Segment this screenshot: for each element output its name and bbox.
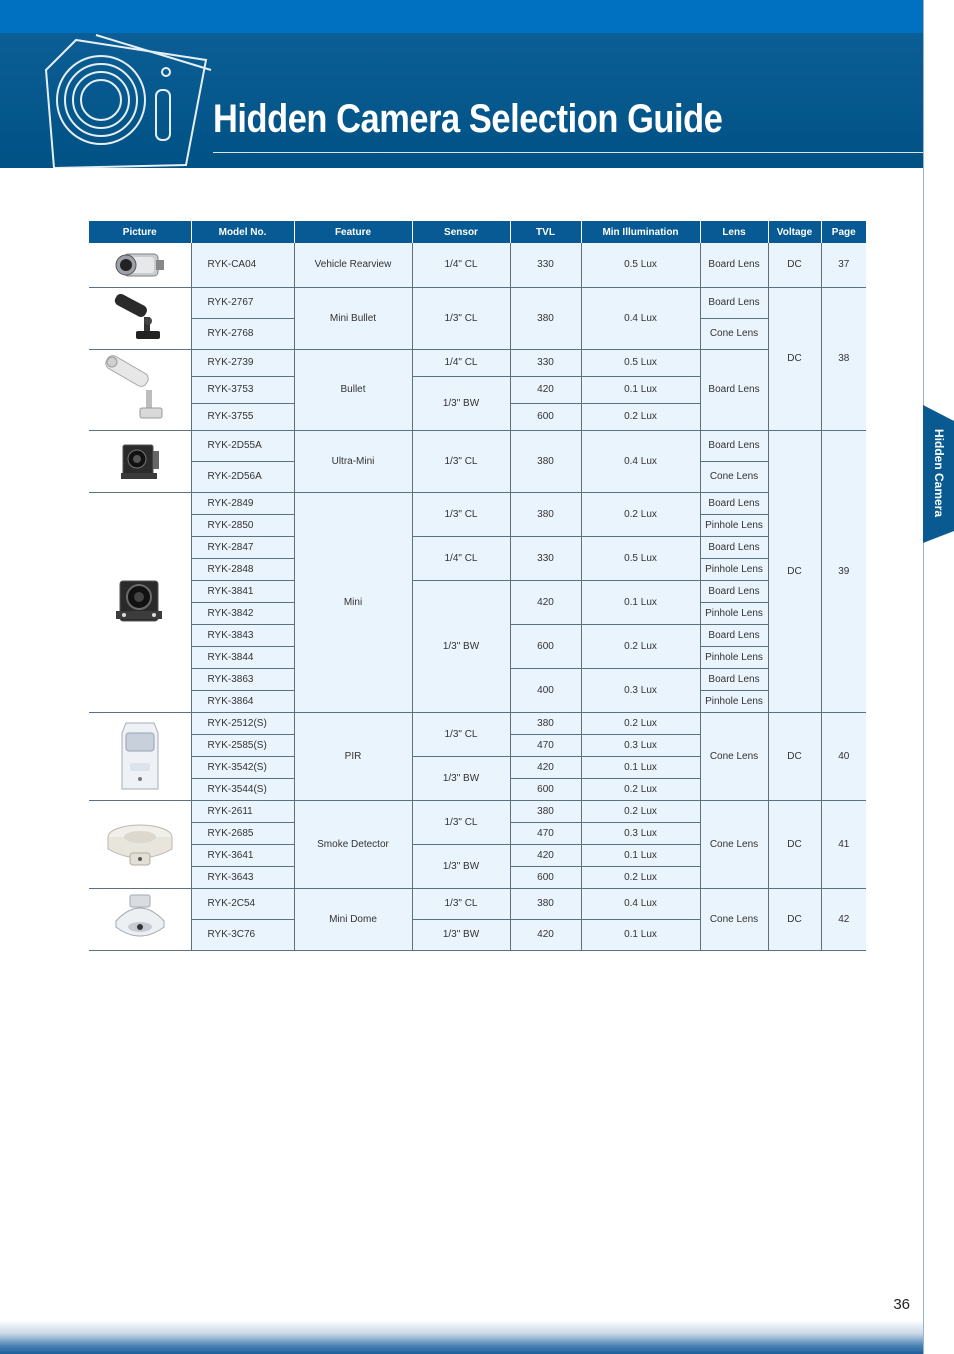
lens-cell: Cone Lens (700, 713, 768, 801)
page-cell: 42 (821, 889, 866, 951)
tvl-cell: 600 (510, 779, 581, 801)
page-cell: 41 (821, 801, 866, 889)
lens-cell: Board Lens (700, 581, 768, 603)
page-cell: 40 (821, 713, 866, 801)
illumination-cell: 0.3 Lux (581, 735, 700, 757)
lens-cell: Board Lens (700, 625, 768, 647)
page-title: Hidden Camera Selection Guide (213, 97, 723, 141)
column-header: Model No. (191, 221, 294, 243)
illumination-cell: 0.1 Lux (581, 845, 700, 867)
voltage-cell: DC (768, 801, 821, 889)
tvl-cell: 420 (510, 845, 581, 867)
tvl-cell: 600 (510, 404, 581, 431)
column-header: TVL (510, 221, 581, 243)
feature-cell: Mini (294, 493, 412, 713)
model-cell: RYK-2D56A (191, 462, 294, 493)
lens-cell: Board Lens (700, 669, 768, 691)
model-cell: RYK-2847 (191, 537, 294, 559)
sensor-cell: 1/3" BW (412, 581, 510, 713)
model-cell: RYK-3755 (191, 404, 294, 431)
page-number: 36 (893, 1296, 910, 1313)
voltage-cell: DC (768, 431, 821, 713)
sensor-cell: 1/3" BW (412, 845, 510, 889)
illumination-cell: 0.5 Lux (581, 350, 700, 377)
sensor-cell: 1/3" BW (412, 757, 510, 801)
illumination-cell: 0.3 Lux (581, 669, 700, 713)
illumination-cell: 0.2 Lux (581, 493, 700, 537)
sensor-cell: 1/3" CL (412, 493, 510, 537)
illumination-cell: 0.3 Lux (581, 823, 700, 845)
feature-cell: Bullet (294, 350, 412, 431)
model-cell: RYK-3643 (191, 867, 294, 889)
tvl-cell: 420 (510, 581, 581, 625)
selection-guide-table (89, 221, 866, 951)
table-row (89, 431, 866, 462)
model-cell: RYK-3542(S) (191, 757, 294, 779)
model-cell: RYK-2849 (191, 493, 294, 515)
model-cell: RYK-CA04 (191, 243, 294, 288)
smoke-detector-camera-image (89, 801, 191, 889)
table-row (89, 493, 866, 515)
lens-cell: Board Lens (700, 350, 768, 431)
model-cell: RYK-2512(S) (191, 713, 294, 735)
feature-cell: Smoke Detector (294, 801, 412, 889)
tvl-cell: 470 (510, 823, 581, 845)
bullet-camera-image (89, 350, 191, 431)
right-divider (923, 0, 924, 1354)
model-cell: RYK-3841 (191, 581, 294, 603)
column-header: Picture (89, 221, 191, 243)
pir-sensor-camera-image (89, 713, 191, 801)
lens-cell: Cone Lens (700, 889, 768, 951)
feature-cell: Mini Bullet (294, 288, 412, 350)
mini-camera-image (89, 493, 191, 713)
table-row (89, 801, 866, 823)
feature-cell: Mini Dome (294, 889, 412, 951)
tvl-cell: 380 (510, 801, 581, 823)
tvl-cell: 600 (510, 867, 581, 889)
tvl-cell: 380 (510, 889, 581, 920)
column-header: Feature (294, 221, 412, 243)
model-cell: RYK-3863 (191, 669, 294, 691)
illumination-cell: 0.2 Lux (581, 779, 700, 801)
lens-cell: Board Lens (700, 243, 768, 288)
tvl-cell: 420 (510, 920, 581, 951)
model-cell: RYK-2848 (191, 559, 294, 581)
sensor-cell: 1/3" CL (412, 431, 510, 493)
side-tab-label: Hidden Camera (932, 428, 946, 518)
title-underline (213, 152, 923, 153)
ultra-mini-camera-image (89, 431, 191, 493)
tvl-cell: 420 (510, 377, 581, 404)
model-cell: RYK-2739 (191, 350, 294, 377)
illumination-cell: 0.4 Lux (581, 889, 700, 920)
illumination-cell: 0.1 Lux (581, 757, 700, 779)
column-header: Sensor (412, 221, 510, 243)
table-row (89, 243, 866, 288)
model-cell: RYK-3544(S) (191, 779, 294, 801)
column-header: Min Illumination (581, 221, 700, 243)
model-cell: RYK-3843 (191, 625, 294, 647)
tvl-cell: 330 (510, 243, 581, 288)
illumination-cell: 0.2 Lux (581, 625, 700, 669)
sensor-cell: 1/3" CL (412, 801, 510, 845)
lens-cell: Cone Lens (700, 319, 768, 350)
illumination-cell: 0.4 Lux (581, 431, 700, 493)
tvl-cell: 420 (510, 757, 581, 779)
voltage-cell: DC (768, 713, 821, 801)
illumination-cell: 0.4 Lux (581, 288, 700, 350)
illumination-cell: 0.2 Lux (581, 404, 700, 431)
model-cell: RYK-2585(S) (191, 735, 294, 757)
model-cell: RYK-3842 (191, 603, 294, 625)
sensor-cell: 1/4" CL (412, 350, 510, 377)
illumination-cell: 0.2 Lux (581, 867, 700, 889)
table-row (89, 288, 866, 319)
lens-cell: Pinhole Lens (700, 647, 768, 669)
camera-outline-icon (36, 30, 216, 170)
table-row (89, 581, 866, 603)
vehicle-rearview-camera-image (89, 243, 191, 288)
tvl-cell: 600 (510, 625, 581, 669)
table-row (89, 889, 866, 920)
sensor-cell: 1/4" CL (412, 243, 510, 288)
sensor-cell: 1/3" CL (412, 288, 510, 350)
column-header: Voltage (768, 221, 821, 243)
illumination-cell: 0.5 Lux (581, 537, 700, 581)
model-cell: RYK-3C76 (191, 920, 294, 951)
sensor-cell: 1/3" BW (412, 920, 510, 951)
mini-bullet-camera-image (89, 288, 191, 350)
header-top-bar (0, 0, 923, 33)
column-header: Page (821, 221, 866, 243)
tvl-cell: 380 (510, 713, 581, 735)
tvl-cell: 380 (510, 288, 581, 350)
column-header: Lens (700, 221, 768, 243)
illumination-cell: 0.1 Lux (581, 581, 700, 625)
model-cell: RYK-2767 (191, 288, 294, 319)
model-cell: RYK-2C54 (191, 889, 294, 920)
table-header-row (89, 221, 866, 243)
model-cell: RYK-3641 (191, 845, 294, 867)
footer-bar (0, 1320, 923, 1354)
illumination-cell: 0.1 Lux (581, 920, 700, 951)
tvl-cell: 470 (510, 735, 581, 757)
model-cell: RYK-2D55A (191, 431, 294, 462)
lens-cell: Pinhole Lens (700, 559, 768, 581)
sensor-cell: 1/3" BW (412, 377, 510, 431)
model-cell: RYK-3753 (191, 377, 294, 404)
model-cell: RYK-2768 (191, 319, 294, 350)
tvl-cell: 330 (510, 350, 581, 377)
tvl-cell: 400 (510, 669, 581, 713)
sensor-cell: 1/3" CL (412, 889, 510, 920)
tvl-cell: 380 (510, 493, 581, 537)
tvl-cell: 380 (510, 431, 581, 493)
voltage-cell: DC (768, 889, 821, 951)
model-cell: RYK-3844 (191, 647, 294, 669)
model-cell: RYK-2850 (191, 515, 294, 537)
page-cell: 39 (821, 431, 866, 713)
illumination-cell: 0.5 Lux (581, 243, 700, 288)
lens-cell: Board Lens (700, 431, 768, 462)
model-cell: RYK-3864 (191, 691, 294, 713)
page-cell: 38 (821, 288, 866, 431)
table-row (89, 713, 866, 735)
illumination-cell: 0.1 Lux (581, 377, 700, 404)
model-cell: RYK-2685 (191, 823, 294, 845)
sensor-cell: 1/4" CL (412, 537, 510, 581)
feature-cell: Ultra-Mini (294, 431, 412, 493)
page-cell: 37 (821, 243, 866, 288)
lens-cell: Board Lens (700, 288, 768, 319)
feature-cell: PIR (294, 713, 412, 801)
voltage-cell: DC (768, 288, 821, 431)
illumination-cell: 0.2 Lux (581, 801, 700, 823)
sensor-cell: 1/3" CL (412, 713, 510, 757)
table-row (89, 350, 866, 377)
mini-dome-camera-image (89, 889, 191, 951)
right-margin (923, 0, 954, 1354)
model-cell: RYK-2611 (191, 801, 294, 823)
tvl-cell: 330 (510, 537, 581, 581)
table-row (89, 537, 866, 559)
feature-cell: Vehicle Rearview (294, 243, 412, 288)
lens-cell: Board Lens (700, 493, 768, 515)
lens-cell: Board Lens (700, 537, 768, 559)
lens-cell: Pinhole Lens (700, 603, 768, 625)
lens-cell: Pinhole Lens (700, 691, 768, 713)
illumination-cell: 0.2 Lux (581, 713, 700, 735)
lens-cell: Cone Lens (700, 801, 768, 889)
voltage-cell: DC (768, 243, 821, 288)
lens-cell: Pinhole Lens (700, 515, 768, 537)
lens-cell: Cone Lens (700, 462, 768, 493)
